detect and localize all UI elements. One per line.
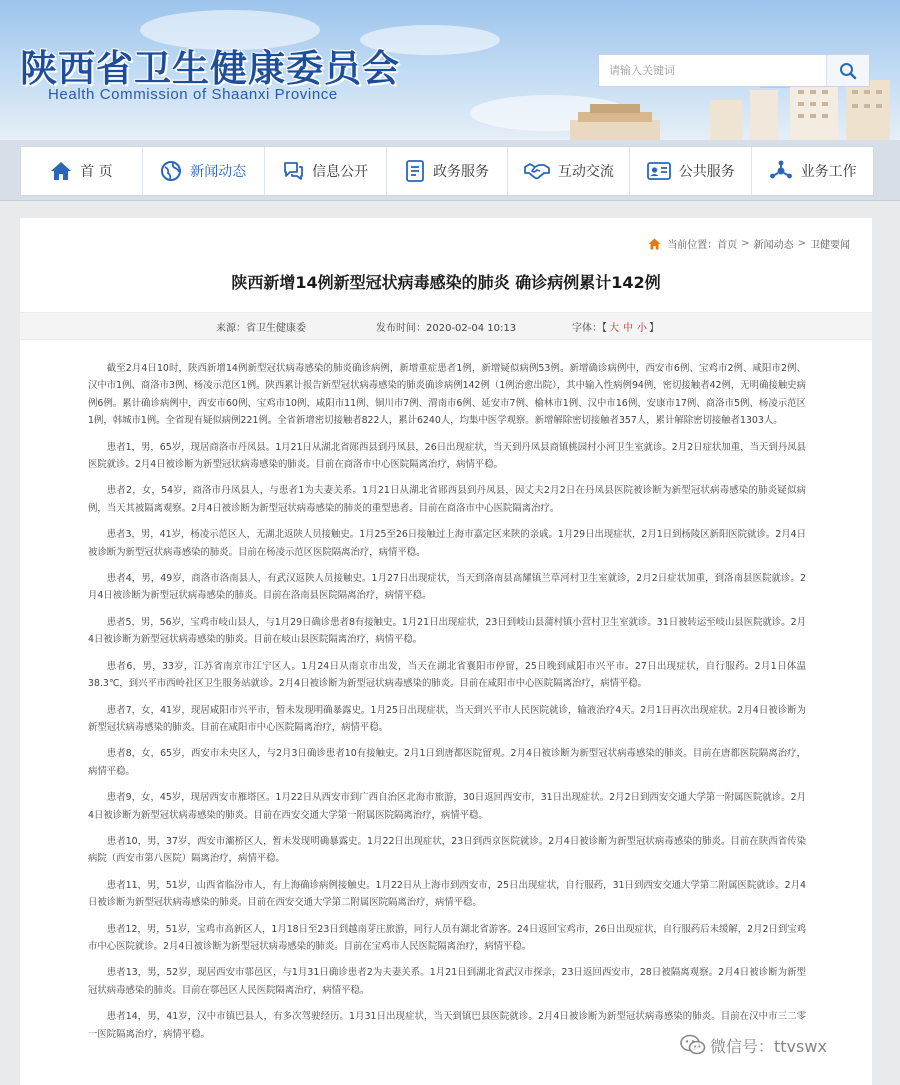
breadcrumb-separator: > bbox=[741, 238, 750, 249]
nav-item-label: 业务工作 bbox=[800, 164, 857, 180]
document-icon bbox=[405, 160, 425, 182]
article-meta-bar bbox=[20, 312, 872, 340]
breadcrumb-news-link[interactable]: 新闻动态 bbox=[753, 240, 794, 251]
nav-item-home[interactable] bbox=[21, 147, 143, 195]
font-size-small-button[interactable]: 小 bbox=[637, 322, 647, 334]
article-paragraph: 患者8，女，65岁，西安市未央区人，与2月3日确诊患者10有接触史。2月1日到唐都医院留观。2月4日被诊断为新型冠状病毒感染的肺炎。目前在唐都医院隔离治疗，病情平稳。 bbox=[88, 748, 806, 777]
search-icon bbox=[839, 62, 857, 80]
wechat-icon bbox=[680, 1034, 706, 1056]
article-paragraph: 患者14，男，41岁，汉中市镇巴县人，有多次驾驶经历。1月31日出现症状，当天到镇巴县医院就诊。2月4日被诊断为新型冠状病毒感染的肺炎。目前在汉中市三二零一医院隔离治疗，病情平稳。 bbox=[88, 1011, 806, 1040]
search-input[interactable] bbox=[599, 55, 827, 86]
nav-item-public-services[interactable] bbox=[630, 147, 752, 195]
article-card bbox=[20, 218, 872, 1085]
breadcrumb-prefix: 当前位置： bbox=[667, 240, 718, 251]
network-icon bbox=[769, 160, 793, 182]
nav-item-news[interactable] bbox=[143, 147, 265, 195]
id-card-icon bbox=[647, 161, 671, 181]
article-paragraph: 患者13，男，52岁，现居西安市鄠邑区，与1月31日确诊患者2为夫妻关系。1月21日到湖北省武汉市探亲，23日返回西安市，28日被隔离观察。2月4日被诊断为新型冠状病毒感染的肺炎。目前在鄠邑区人民医院隔离治疗，病情平稳。 bbox=[88, 967, 806, 996]
article-paragraph: 截至2月4日10时，陕西新增14例新型冠状病毒感染的肺炎确诊病例，新增重症患者1例，新增疑似病例53例。新增确诊病例中，西安市6例、宝鸡市2例、咸阳市2例、汉中市1例、商洛市3例、杨凌示范区1例。陕西累计报告新型冠状病毒感染的肺炎确诊病例142例（1例治愈出院），其中输入性病例94例，密切接触者42例，无明确接触史病例6例。累计确诊病例中，西安市60例、宝鸡市10例、咸阳市11例、铜川市7例、渭南市6例、延安市7例、榆林市1例、汉中市16例、安康市17例、商洛市5例、杨凌示范区1例，韩城市1例。全省现有疑似病例221例。全省新增密切接触者822人，累计6240人，均集中医学观察。新增解除密切接触者357人，累计解除密切接触者1303人。 bbox=[88, 363, 806, 427]
nav-item-info-disclosure[interactable] bbox=[265, 147, 387, 195]
breadcrumb-separator: > bbox=[797, 238, 806, 249]
handshake-icon bbox=[524, 161, 550, 181]
main-nav bbox=[0, 140, 900, 201]
chat-icon bbox=[282, 161, 304, 181]
article-body bbox=[88, 360, 806, 1052]
article-paragraph: 患者12，男，51岁，宝鸡市高新区人，1月18日至23日到越南芽庄旅游，同行人员有湖北省游客。24日返回宝鸡市，26日出现症状，自行服药后未缓解，2月2日到宝鸡市中心医院就诊。2月4日被诊断为新型冠状病毒感染的肺炎。目前在宝鸡市人民医院隔离治疗，病情平稳。 bbox=[88, 923, 806, 952]
nav-item-gov-services[interactable] bbox=[387, 147, 509, 195]
nav-item-label: 互动交流 bbox=[557, 164, 614, 180]
nav-item-interaction[interactable] bbox=[508, 147, 630, 195]
nav-item-label: 公共服务 bbox=[678, 164, 735, 180]
nav-item-label: 政务服务 bbox=[433, 164, 489, 180]
font-size-large-button[interactable]: 大 bbox=[609, 322, 619, 334]
article-paragraph: 患者2，女，54岁，商洛市丹凤县人，与患者1为夫妻关系。1月21日从湖北省郧西县到丹凤县，因丈夫2月2日在丹凤县医院被诊断为新型冠状病毒感染的肺炎疑似病例，当天其被隔离观察。2月4日被诊断为新型冠状病毒感染的肺炎的重型患者。目前在商洛市中心医院隔离治疗。 bbox=[88, 485, 806, 514]
nav-item-label: 新闻动态 bbox=[190, 164, 247, 180]
article-paragraph: 患者4，男，49岁，商洛市洛南县人，有武汉返陕人员接触史。1月27日出现症状，当天到洛南县高耀镇兰草河村卫生室就诊，2月2日症状加重，到洛南县医院就诊。2月4日被诊断为新型冠状病毒感染的肺炎。目前在洛南县医院隔离治疗，病情平稳。 bbox=[88, 573, 806, 602]
wechat-watermark bbox=[676, 1030, 831, 1060]
nav-item-label: 首 页 bbox=[80, 164, 113, 180]
site-header bbox=[0, 0, 900, 140]
nav-item-business-work[interactable] bbox=[752, 147, 873, 195]
site-subtitle: Health Commission of Shaanxi Province bbox=[48, 86, 338, 103]
search-button[interactable] bbox=[826, 55, 869, 86]
article-paragraph: 患者5，男，56岁，宝鸡市岐山县人，与1月29日确诊患者8有接触史。1月21日出现症状，23日到岐山县蒲村镇小营村卫生室就诊。31日被转运至岐山县医院就诊。2月4日被诊断为新型冠状病毒感染的肺炎。目前在岐山县医院隔离治疗，病情平稳。 bbox=[88, 616, 806, 646]
site-title: 陕西省卫生健康委员会 bbox=[20, 46, 400, 90]
article-paragraph: 患者1，男，65岁，现居商洛市丹凤县。1月21日从湖北省郧西县到丹凤县，26日出现症状，当天到丹凤县商镇桃园村小河卫生室就诊。2月2日症状加重，当天到丹凤县医院就诊。2月4日被诊断为新型冠状病毒感染的肺炎。目前在商洛市中心医院隔离治疗，病情平稳。 bbox=[88, 441, 806, 471]
article-paragraph: 患者11，男，51岁，山西省临汾市人，有上海确诊病例接触史。1月22日从上海市到西安市，25日出现症状，自行服药，31日到西安交通大学第二附属医院就诊。2月4日被诊断为新型冠状病毒感染的肺炎。目前在西安交通大学第二附属医院隔离治疗，病情平稳。 bbox=[88, 879, 806, 909]
article-title: 陕西新增14例新型冠状病毒感染的肺炎 确诊病例累计142例 bbox=[231, 273, 661, 292]
font-size-control bbox=[572, 319, 659, 334]
article-publish-date: 发布时间：2020-02-04 10:13 bbox=[376, 322, 517, 334]
font-size-label-end: 】 bbox=[649, 322, 659, 334]
article-paragraph: 患者9，女，45岁，现居西安市雁塔区。1月22日从西安市到广西自治区北海市旅游，30日返回西安市，31日出现症状。2月2日到西安交通大学第一附属医院就诊。2月4日被诊断为新型冠状病毒感染的肺炎。目前在西安交通大学第一附属医院隔离治疗，病情平稳。 bbox=[88, 792, 806, 821]
main-nav-bar bbox=[20, 146, 874, 196]
nav-item-label: 信息公开 bbox=[312, 164, 369, 180]
article-paragraph: 患者6，男，33岁，江苏省南京市江宁区人。1月24日从南京市出发，当天在湖北省襄阳市停留，25日晚到咸阳市兴平市。27日出现症状，自行服药。2月1日体温38.3℃，到兴平市西岭社区卫生服务站就诊。2月4日被诊断为新型冠状病毒感染的肺炎。目前在咸阳市中心医院隔离治疗，病情平稳。 bbox=[88, 660, 806, 690]
article-paragraph: 患者7，女，41岁，现居咸阳市兴平市，暂未发现明确暴露史。1月25日出现症状，当天到兴平市人民医院就诊，输液治疗4天。2月1日再次出现症状。2月4日被诊断为新型冠状病毒感染的肺炎。目前在咸阳市中心医院隔离治疗，病情平稳。 bbox=[88, 704, 806, 733]
breadcrumb-home-link[interactable]: 首页 bbox=[717, 240, 738, 251]
article-paragraph: 患者10，男，37岁，西安市灞桥区人，暂未发现明确暴露史。1月22日出现症状，23日到西京医院就诊。2月4日被诊断为新型冠状病毒感染的肺炎。目前在陕西省传染病院（西安市第八医院）隔离治疗，病情平稳。 bbox=[88, 835, 806, 865]
article-paragraph: 患者3，男，41岁，杨凌示范区人，无湖北返陕人员接触史。1月25至26日接触过上海市嘉定区来陕的亲戚。1月29日出现症状，2月1日到杨陵区新阳医院就诊。2月4日被诊断为新型冠状病毒感染的肺炎。目前在杨凌示范区医院隔离治疗，病情平稳。 bbox=[88, 529, 806, 558]
search-box bbox=[598, 54, 870, 87]
font-size-medium-button[interactable]: 中 bbox=[623, 322, 633, 334]
breadcrumb-health-news-link[interactable]: 卫健要闻 bbox=[810, 240, 850, 251]
globe-icon bbox=[160, 160, 182, 182]
font-size-label: 字体：【 bbox=[572, 322, 607, 334]
watermark-text: 微信号：ttvswx bbox=[710, 1036, 827, 1056]
article-source: 来源：省卫生健康委 bbox=[216, 322, 306, 334]
home-icon bbox=[50, 161, 72, 181]
breadcrumb bbox=[648, 236, 850, 251]
home-icon bbox=[648, 238, 661, 250]
